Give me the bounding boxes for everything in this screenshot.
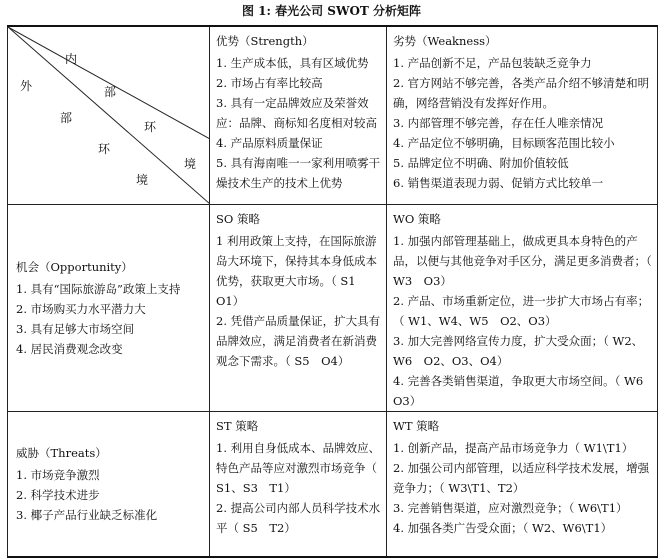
weakness-item: 5. 品牌定位不明确、附加价值较低	[393, 156, 569, 170]
wt-strategy-cell	[387, 412, 658, 557]
weakness-item: 2. 官方网站不够完善，各类产品介绍不够清楚和明确，网络营销没有发挥好作用。	[393, 76, 650, 110]
threats-cell	[8, 412, 210, 557]
swot-matrix-table	[7, 25, 658, 558]
so-strategy-item: 1 利用政策上支持，在国际旅游岛大环境下，保持其本身低成本优势，获取更大市场。（ S1 O1）	[216, 234, 377, 308]
weakness-item: 4. 产品定位不够明确，目标顾客范围比较小	[393, 136, 615, 150]
so-strategy-item: 2. 凭借产品质量保证，扩大具有品牌效应，满足消费者在新消费观念下需求。（ S5 O4）	[216, 314, 381, 368]
st-strategy-cell	[210, 412, 387, 557]
st-strategy-title: ST 策略	[216, 419, 259, 433]
st-strategy-item: 1. 利用自身低成本、品牌效应、特色产品等应对激烈市场竞争（ S1、S3 T1）	[216, 441, 381, 495]
opportunity-item: 2. 市场购买力水平潜力大	[16, 302, 146, 316]
wt-strategy-title: WT 策略	[393, 419, 440, 433]
so-strategy-cell	[210, 205, 387, 412]
strength-item: 2. 市场占有率比较高	[216, 76, 323, 90]
wt-strategy-item: 2. 加强公司内部管理，以适应科学技术发展，增强竞争力；（ W3\T1、T2）	[393, 461, 650, 495]
strength-item: 3. 具有一定品牌效应及荣誉效应：品牌、商标知名度相对较高	[216, 96, 377, 130]
opportunity-cell	[8, 205, 210, 412]
corner-inner-char-4: 境	[184, 157, 197, 171]
threats-row	[8, 412, 658, 557]
opportunity-item: 4. 居民消费观念改变	[16, 342, 123, 356]
weakness-item: 1. 产品创新不足，产品包装缺乏竞争力	[393, 56, 592, 70]
strength-item: 5. 具有海南唯一一家利用喷雾干燥技术生产的技术上优势	[216, 156, 381, 190]
weakness-title: 劣势（Weakness）	[393, 34, 497, 48]
strength-item: 4. 产品原料质量保证	[216, 136, 323, 150]
threats-title: 威胁（Threats）	[16, 445, 107, 460]
header-row	[8, 26, 658, 205]
weakness-item: 3. 内部管理不够完善，存在任人唯亲情况	[393, 116, 604, 130]
wo-strategy-item: 4. 完善各类销售渠道，争取更大市场空间。（ W6 O3）	[393, 374, 655, 408]
strength-item: 1. 生产成本低，具有区域优势	[216, 56, 369, 70]
wt-strategy-item: 4. 加强各类广告受众面；（ W2、W6\T1）	[393, 521, 613, 535]
wo-strategy-item: 1. 加强内部管理基础上，做成更具本身特色的产品，以便与其他竞争对手区分，满足更多消费者；（ W3 O3）	[393, 234, 652, 288]
st-strategy-item: 2. 提高公司内部人员科学技术水平（ S5 T2）	[216, 501, 381, 535]
corner-outer-char-1: 外	[20, 79, 33, 93]
corner-cell	[8, 26, 210, 205]
wo-strategy-item: 3. 加大完善网络宣传力度，扩大受众面；（ W2、W6 O2、O3、O4）	[393, 334, 644, 368]
wt-strategy-item: 3. 完善销售渠道，应对激烈竞争；（ W6\T1）	[393, 501, 628, 515]
corner-outer-char-4: 境	[136, 173, 149, 187]
figure-caption: 图 1: 春光公司 SWOT 分析矩阵	[241, 4, 422, 18]
corner-inner-char-1: 内	[65, 52, 78, 66]
weakness-item: 6. 销售渠道表现力弱、促销方式比较单一	[393, 176, 604, 190]
opportunity-row	[8, 205, 658, 412]
so-strategy-title: SO 策略	[216, 212, 260, 226]
wo-strategy-title: WO 策略	[393, 212, 441, 226]
opportunity-item: 1. 具有“国际旅游岛”政策上支持	[16, 282, 181, 296]
threats-item: 1. 市场竞争激烈	[16, 467, 100, 482]
opportunity-item: 3. 具有足够大市场空间	[16, 322, 135, 336]
corner-outer-char-2: 部	[60, 111, 73, 125]
opportunity-title: 机会（Opportunity）	[16, 260, 133, 274]
strength-cell	[210, 26, 387, 205]
weakness-cell	[387, 26, 658, 205]
diagonal-lines	[8, 27, 210, 204]
wt-strategy-item: 1. 创新产品，提高产品市场竞争力（ W1\T1）	[393, 441, 634, 455]
corner-inner-char-3: 环	[144, 120, 157, 134]
corner-inner-char-2: 部	[104, 85, 117, 99]
threats-item: 3. 椰子产品行业缺乏标准化	[16, 507, 158, 522]
wo-strategy-item: 2. 产品、市场重新定位，进一步扩大市场占有率；（ W1、W4、W5 O2、O3）	[393, 294, 650, 328]
strength-title: 优势（Strength）	[216, 34, 314, 48]
wo-strategy-cell	[387, 205, 658, 412]
corner-outer-char-3: 环	[98, 142, 111, 156]
threats-item: 2. 科学技术进步	[16, 487, 100, 502]
